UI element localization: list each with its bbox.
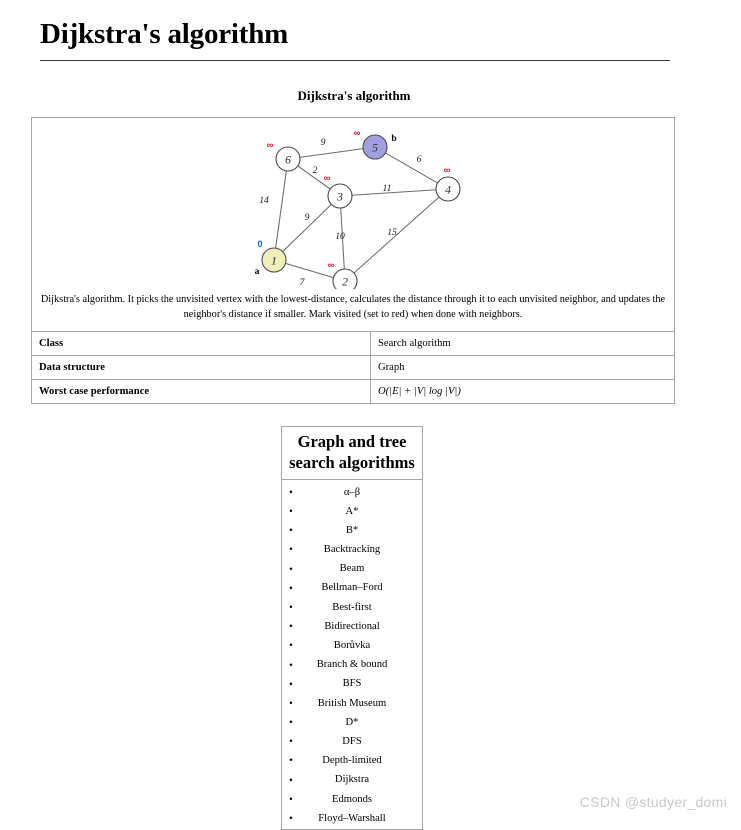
node-label: 5	[372, 140, 378, 155]
bullet-icon: •	[289, 563, 293, 576]
algorithm-name: Beam	[339, 563, 365, 575]
graph-node-1[interactable]	[255, 239, 286, 277]
graph-figure	[32, 118, 674, 289]
algorithm-list-item[interactable]	[282, 483, 422, 502]
algorithm-list-item[interactable]	[282, 656, 422, 675]
algorithm-name: British Museum	[317, 697, 387, 709]
title-divider	[40, 60, 670, 61]
algorithm-list-item[interactable]	[282, 598, 422, 617]
edge-weight-label: 9	[320, 137, 326, 148]
node-distance-label: 0	[257, 239, 263, 249]
algorithm-name: Backtracking	[323, 544, 381, 556]
node-endpoint-tag: b	[391, 134, 397, 144]
bullet-icon: •	[289, 639, 293, 652]
node-label: 4	[445, 182, 451, 197]
algorithm-list-item[interactable]	[282, 733, 422, 752]
graph-node-3[interactable]	[324, 173, 352, 208]
algorithm-list-item[interactable]	[282, 714, 422, 733]
bullet-icon: •	[289, 582, 293, 595]
page-title: Dijkstra's algorithm	[40, 18, 289, 50]
algorithm-list-item[interactable]	[282, 579, 422, 598]
infobox-row	[32, 356, 674, 380]
algorithm-name: Bidirectional	[324, 620, 380, 632]
graph-edge	[385, 153, 437, 183]
algorithm-list-item[interactable]	[282, 618, 422, 637]
infobox-row-value: Search algorithm	[371, 332, 675, 356]
algorithm-name: Branch & bound	[316, 659, 388, 671]
bullet-icon: •	[289, 543, 293, 556]
edge-weight-label: 9	[304, 212, 310, 223]
algorithm-name: Dijkstra	[334, 774, 370, 786]
algorithm-name: Edmonds	[331, 793, 373, 805]
dijkstra-graph-diagram	[32, 118, 676, 289]
bullet-icon: •	[289, 793, 293, 806]
edge-weight-label: 10	[335, 231, 345, 242]
edge-weight-label: 14	[259, 195, 269, 206]
infobox-row	[32, 380, 674, 404]
infobox-row-label: Worst case performance	[32, 380, 371, 404]
algorithm-list-item[interactable]	[282, 790, 422, 809]
algorithm-list-item[interactable]	[282, 771, 422, 790]
algorithm-list-item[interactable]	[282, 752, 422, 771]
graph-node-2[interactable]	[328, 260, 357, 289]
node-distance-label: ∞	[443, 165, 451, 176]
graph-edge	[276, 171, 287, 248]
graph-edge	[352, 190, 436, 195]
graph-node-5[interactable]	[354, 128, 397, 159]
node-distance-label: ∞	[353, 128, 361, 139]
node-endpoint-tag: a	[254, 267, 260, 277]
node-label: 6	[285, 152, 291, 167]
algorithm-name: A*	[345, 505, 359, 517]
bullet-icon: •	[289, 486, 293, 499]
infobox-properties-table	[32, 331, 674, 403]
algorithm-list-item[interactable]	[282, 637, 422, 656]
algorithm-name: DFS	[342, 735, 362, 747]
bullet-icon: •	[289, 774, 293, 787]
algorithm-list-item[interactable]	[282, 541, 422, 560]
bullet-icon: •	[289, 601, 293, 614]
infobox-heading: Dijkstra's algorithm	[297, 88, 411, 103]
bullet-icon: •	[289, 620, 293, 633]
algorithm-list-item[interactable]	[282, 694, 422, 713]
algorithm-name: Borůvka	[333, 640, 371, 652]
algorithm-name: Depth-limited	[322, 755, 382, 767]
algorithm-list-item[interactable]	[282, 675, 422, 694]
bullet-icon: •	[289, 716, 293, 729]
algorithm-name: Best-first	[332, 601, 372, 613]
page-header	[40, 18, 670, 61]
bullet-icon: •	[289, 812, 293, 825]
algorithm-list-item[interactable]	[282, 560, 422, 579]
graph-caption: Dijkstra's algorithm. It picks the unvisited vertex with the lowest-distance, calculates the distance through it to each unvisited neighbor, and updates the neighbor's distance if smaller. Mark visited (set to red) when done with neighbors.	[40, 294, 666, 320]
bullet-icon: •	[289, 735, 293, 748]
bullet-icon: •	[289, 524, 293, 537]
infobox-row-value: O(|E| + |V| log |V|)	[371, 380, 675, 404]
infobox-row	[32, 332, 674, 356]
bullet-icon: •	[289, 754, 293, 767]
edge-weight-label: 2	[312, 165, 318, 176]
graph-edge	[286, 263, 334, 277]
watermark: CSDN @studyer_domi	[579, 794, 727, 810]
node-label: 1	[271, 253, 277, 268]
graph-nodes	[255, 128, 460, 289]
algorithm-name: α–β	[343, 486, 361, 498]
algorithm-list-item[interactable]	[282, 522, 422, 541]
graph-node-4[interactable]	[436, 165, 460, 201]
algorithms-box-title: Graph and tree search algorithms	[282, 427, 422, 480]
node-label: 2	[342, 274, 348, 289]
infobox-row-value: Graph	[371, 356, 675, 380]
graph-edge	[300, 149, 363, 158]
bullet-icon: •	[289, 505, 293, 518]
bullet-icon: •	[289, 678, 293, 691]
algorithms-list	[282, 480, 422, 828]
node-label: 3	[337, 189, 343, 204]
edge-weight-label: 11	[382, 183, 392, 194]
algorithm-name: Bellman–Ford	[321, 582, 383, 594]
algorithm-name: Floyd–Warshall	[318, 812, 386, 824]
algorithm-name: B*	[345, 524, 359, 536]
edge-weight-label: 6	[416, 154, 422, 165]
algorithm-list-item[interactable]	[282, 502, 422, 521]
bullet-icon: •	[289, 659, 293, 672]
infobox-row-label: Data structure	[32, 356, 371, 380]
infobox-dijkstra	[31, 117, 675, 404]
graph-node-6[interactable]	[267, 140, 300, 171]
algorithm-name: D*	[345, 716, 359, 728]
algorithm-name: BFS	[342, 678, 362, 690]
node-distance-label: ∞	[323, 173, 331, 184]
edge-weight-label: 15	[387, 227, 397, 238]
graph-edges	[276, 149, 439, 278]
infobox-graph-tree-search-algorithms	[281, 426, 423, 830]
infobox-row-label: Class	[32, 332, 371, 356]
node-distance-label: ∞	[266, 140, 274, 151]
node-distance-label: ∞	[327, 260, 335, 271]
edge-weight-label: 7	[299, 277, 305, 288]
bullet-icon: •	[289, 697, 293, 710]
algorithm-list-item[interactable]	[282, 809, 422, 828]
